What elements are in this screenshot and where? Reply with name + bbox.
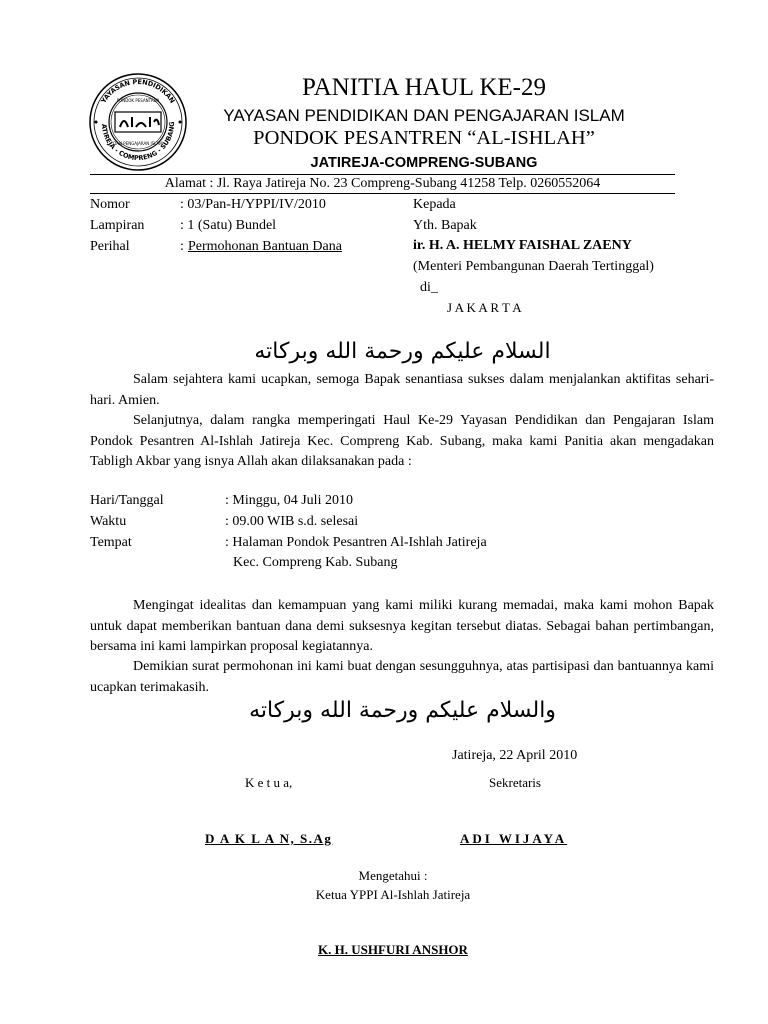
arabic-closing: والسلام عليكم ورحمة الله وبركاته [249, 698, 556, 723]
letterhead-address: Alamat : Jl. Raya Jatireja No. 23 Compreng-Subang 41258 Telp. 0260552064 [164, 176, 601, 191]
svg-text:PONDOK PESANTREN: PONDOK PESANTREN [116, 98, 160, 103]
recipient-position: (Menteri Pembangunan Daerah Tertinggal) [413, 259, 654, 274]
acknowledged-name: K. H. USHFURI ANSHOR [318, 942, 468, 957]
letterhead-title: PANITIA HAUL KE-29 [302, 74, 546, 101]
acknowledged-title: Ketua YPPI Al-Ishlah Jatireja [315, 887, 471, 902]
paragraph-event-intro: Selanjutnya, dalam rangka memperingati Haul Ke-29 Yayasan Pendidikan dan Pengajaran Islam Pondok Pesantren Al-Ishlah Jatireja Kec. Compreng Kab. Subang, maka kami Panitia akan mengadakan Tabligh Akbar yang isnya Allah akan dilaksanakan pada : [90, 413, 714, 469]
perihal-value: Permohonan Bantuan Dana [188, 239, 342, 254]
perihal-colon: : [180, 239, 184, 254]
lampiran-label: Lampiran [90, 218, 145, 233]
perihal-label: Perihal [90, 239, 130, 254]
letterhead-rule-top [90, 174, 675, 175]
event-place-value: : Halaman Pondok Pesantren Al-Ishlah Jatireja [225, 535, 487, 550]
chair-name: D A K L A N, S.Ag [205, 831, 333, 846]
lampiran-value: : 1 (Satu) Bundel [180, 218, 277, 233]
paragraph-request: Mengingat idealitas dan kemampuan yang kami miliki kurang memadai, maka kami mohon Bapak untuk dapat memberikan bantuan dana demi suksesnya kegitan tersebut diatas. Sebagai bahan pertimbangan, bersama ini kami lampirkan proposal kegiatannya. [90, 598, 714, 654]
letterhead-foundation: YAYASAN PENDIDIKAN DAN PENGAJARAN ISLAM [223, 106, 625, 125]
recipient-city: J A K A R T A [447, 300, 522, 315]
svg-text:YAYASAN PENDIDIKAN: YAYASAN PENDIDIKAN [99, 77, 177, 105]
event-place-value-line2: Kec. Compreng Kab. Subang [233, 555, 398, 570]
chair-title: K e t u a, [245, 775, 293, 790]
secretary-title: Sekretaris [489, 775, 541, 790]
event-date-value: : Minggu, 04 Juli 2010 [225, 493, 353, 508]
secretary-name: ADI WIJAYA [460, 831, 568, 846]
acknowledged-label: Mengetahui : [358, 868, 428, 883]
letterhead-rule-bottom [90, 193, 675, 194]
letterhead-school: PONDOK PESANTREN “AL-ISHLAH” [253, 127, 595, 149]
recipient-kepada: Kepada [413, 197, 456, 212]
event-date-label: Hari/Tanggal [90, 493, 164, 508]
nomor-label: Nomor [90, 197, 130, 212]
place-date: Jatireja, 22 April 2010 [452, 748, 578, 763]
paragraph-opening: Salam sejahtera kami ucapkan, semoga Bapak senantiasa sukses dalam menjalankan aktifitas sehari-hari. Amien. [90, 372, 714, 408]
event-time-value: : 09.00 WIB s.d. selesai [225, 514, 359, 529]
arabic-greeting: السلام عليكم ورحمة الله وبركاته [254, 339, 551, 364]
nomor-value: : 03/Pan-H/YPPI/IV/2010 [180, 197, 326, 212]
recipient-name: ir. H. A. HELMY FAISHAL ZAENY [413, 238, 632, 253]
event-time-label: Waktu [90, 514, 127, 529]
recipient-di: di_ [420, 280, 438, 295]
recipient-yth: Yth. Bapak [413, 218, 477, 233]
svg-text:DAN PENGAJARAN ISLAM: DAN PENGAJARAN ISLAM [113, 141, 163, 146]
letterhead-location: JATIREJA-COMPRENG-SUBANG [310, 155, 538, 171]
paragraph-closing: Demikian surat permohonan ini kami buat dengan sesungguhnya, atas partisipasi dan bantuannya kami ucapkan terimakasih. [90, 659, 714, 695]
svg-text:JATIREJA - COMPRENG - SUBANG: ATIREJA - COMPRENG - SUBANG [99, 121, 177, 163]
event-place-label: Tempat [90, 535, 132, 550]
